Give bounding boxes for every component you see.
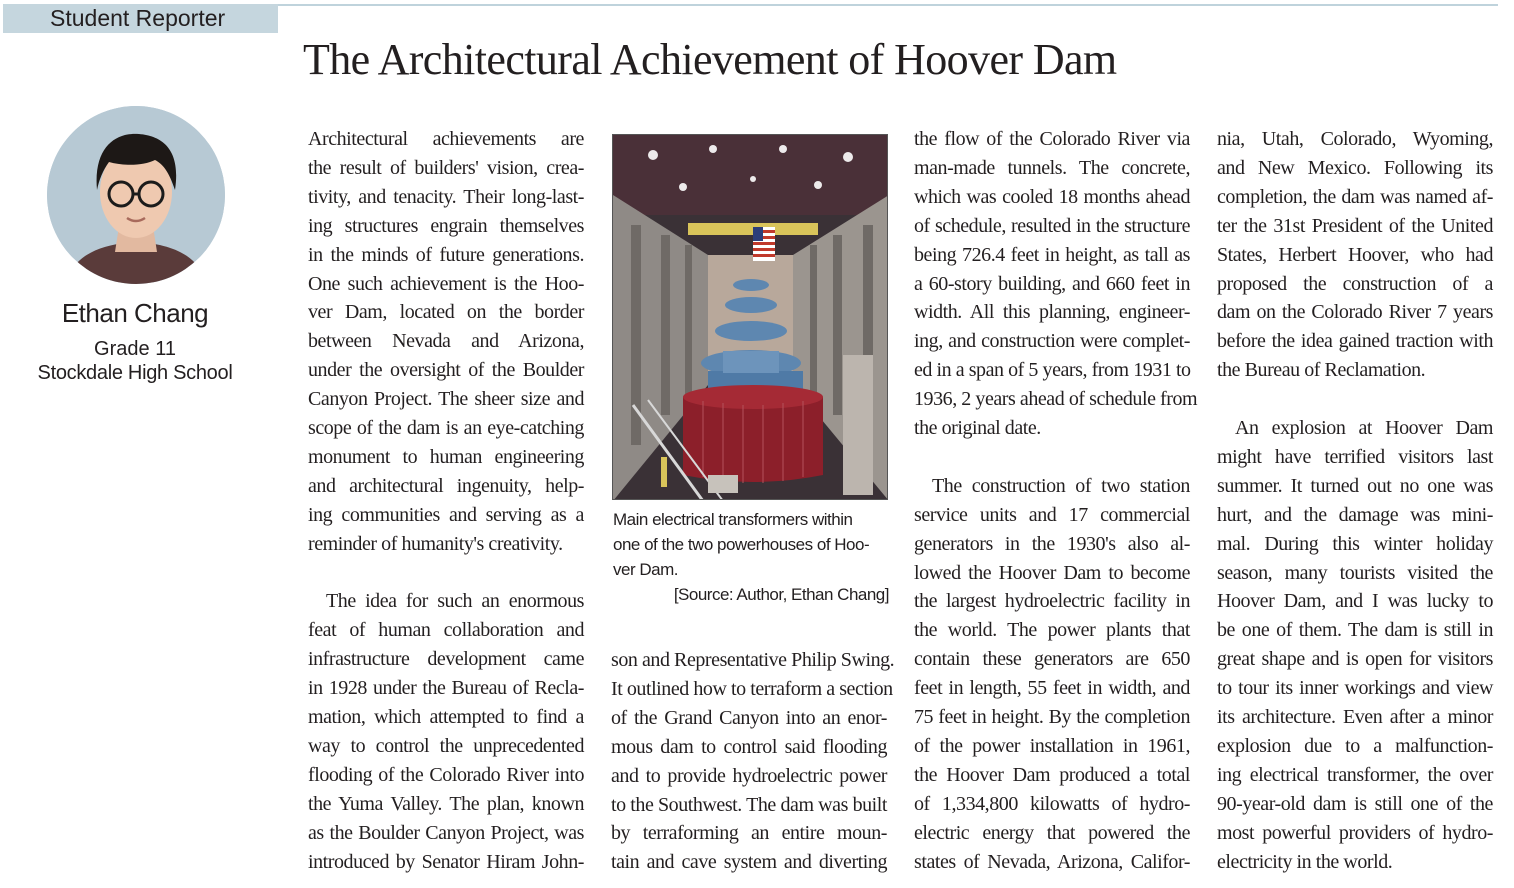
article-column-3 [914,125,1198,877]
top-rule [278,4,1498,6]
photo-caption: Main electrical transformers within one of the two powerhouses of Hoo- ver Dam. [Source: Author, Ethan Chang] [613,507,889,607]
author-school: Stockdale High School [37,362,233,384]
headline: The Architectural Achievement of Hoover Dam [303,35,1117,84]
article-column-4 [1217,125,1493,877]
article-column-2 [611,646,895,877]
article-paragraph: son and Representative Philip Swing. It outlined how to terraform a section of the Grand Canyon into an enor- mous dam to control said flooding and to provide hydroelectric power to the Southwest. The dam was built by terraforming an entire moun- tain and cave system and diverting [611,649,895,874]
author-grade: Grade 11 [94,338,176,360]
article-column-1 [308,125,584,877]
author-photo [47,106,225,284]
article-paragraph: Architectural achievements are the result of builders' vision, crea- tivity, and tenacity. Their long-last- ing structures engrain themselves in the minds of future generations. One such achievement is the Hoo- ver Dam, located on the border between Nevada and Arizona, under the oversight of the Boulder Canyon Project. The sheer size and scope of the dam is an eye-catching monument to human engineering and architectural ingenuity, help- ing communities and serving as a reminder of humanity's creativity. [308,128,584,555]
article-paragraph: nia, Utah, Colorado, Wyoming, and New Mexico. Following its completion, the dam was named af- ter the 31st President of the United States, Herbert Hoover, who had proposed the construction of a dam on the Colorado River 7 years before the idea gained traction with the Bureau of Reclamation. [1217,128,1493,382]
article-paragraph: An explosion at Hoover Dam might have terrified visitors last summer. It turned out no one was hurt, and the damage was mini- mal. During this winter holiday season, many tourists visited the Hoover Dam, and I was lucky to be one of them. The dam is still in great shape and is open for visitors to tour its inner workings and view its architecture. Even after a minor explosion due to a malfunction- ing electrical transformer, the over 90-year-old dam is still one of the most powerful providers of hydro- electricity in the world. [1217,417,1493,873]
author-name: Ethan Chang [61,298,209,328]
powerhouse-photo [612,134,888,500]
article-paragraph: the flow of the Colorado River via man-made tunnels. The concrete, which was cooled 18 months ahead of schedule, resulted in the structure being 726.4 feet in height, as tall as a 60-story building, and 660 feet in width. All this planning, engineer- ing, and construction were complet- ed in a span of 5 years, from 1931 to 1936, 2 years ahead of schedule from the original date. [914,128,1198,440]
article-paragraph: The construction of two station service units and 17 commercial generators in the 1930's also al- lowed the Hoover Dam to become the largest hydroelectric facility in the world. The power plants that contain these generators are 650 feet in length, 55 feet in width, and 75 feet in height. By the completion of the power installation in 1961, the Hoover Dam produced a total of 1,334,800 kilowatts of hydro- electric energy that powered the states of Nevada, Arizona, Califor- [914,474,1190,873]
photo-credit: [Source: Author, Ethan Chang] [673,585,889,604]
article-paragraph: The idea for such an enormous feat of human collaboration and infrastructure development came in 1928 under the Bureau of Recla- mation, which attempted to find a way to control the unprecedented flooding of the Colorado River into the Yuma Valley. The plan, known as the Boulder Canyon Project, was introduced by Senator Hiram John- [308,590,584,873]
section-label: Student Reporter [3,4,278,33]
